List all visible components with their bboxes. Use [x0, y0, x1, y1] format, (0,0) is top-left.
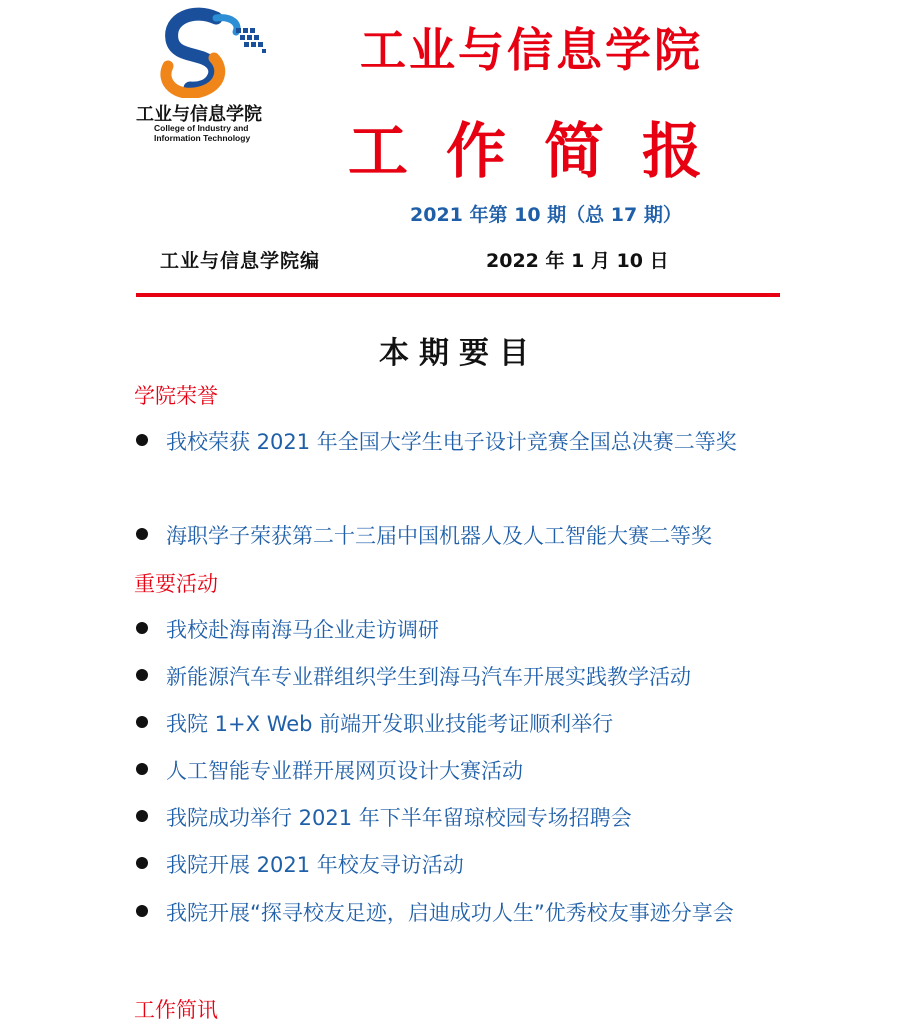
toc-title: 本期要目 [379, 336, 539, 371]
section-label-briefs: 工作简讯 [134, 998, 218, 1022]
list-item[interactable]: 我院开展 2021 年校友寻访活动 [134, 842, 774, 889]
bullet-icon [136, 763, 148, 775]
list-item[interactable]: 人工智能专业群开展网页设计大赛活动 [134, 748, 774, 795]
section-label-activities: 重要活动 [134, 572, 218, 596]
college-title: 工业与信息学院 [360, 23, 703, 77]
bullet-icon [136, 716, 148, 728]
bullet-icon [136, 810, 148, 822]
logo-name-en-line1: College of Industry and [154, 123, 249, 133]
bullet-icon [136, 905, 148, 917]
bullet-icon [136, 622, 148, 634]
list-item[interactable]: 我院开展“探寻校友足迹，启迪成功人生”优秀校友事迹分享会 [134, 890, 774, 937]
logo-emblem-icon [154, 6, 274, 98]
bullet-icon [136, 528, 148, 540]
list-item[interactable]: 我校赴海南海马企业走访调研 [134, 607, 774, 654]
header-divider [136, 293, 780, 297]
bullet-icon [136, 434, 148, 446]
list-item[interactable]: 我院成功举行 2021 年下半年留琼校园专场招聘会 [134, 795, 774, 842]
list-item[interactable]: 新能源汽车专业群组织学生到海马汽车开展实践教学活动 [134, 654, 774, 701]
issue-number: 2021 年第 10 期（总 17 期） [410, 204, 682, 226]
bullet-icon [136, 857, 148, 869]
brief-title: 工作简报 [348, 117, 740, 187]
list-item[interactable]: 我院 1+X Web 前端开发职业技能考证顺利举行 [134, 701, 774, 748]
logo-name-cn: 工业与信息学院 [136, 104, 262, 125]
list-item[interactable]: 海职学子荣获第二十三届中国机器人及人工智能大赛二等奖 [134, 513, 774, 560]
bullet-icon [136, 669, 148, 681]
list-item[interactable]: 我校荣获 2021 年全国大学生电子设计竞赛全国总决赛二等奖 [134, 419, 774, 466]
college-logo [132, 6, 292, 146]
editor-line: 工业与信息学院编 [160, 250, 321, 272]
logo-name-en-line2: Information Technology [154, 133, 251, 143]
publish-date: 2022 年 1 月 10 日 [486, 250, 669, 272]
section-label-honors: 学院荣誉 [134, 384, 218, 408]
